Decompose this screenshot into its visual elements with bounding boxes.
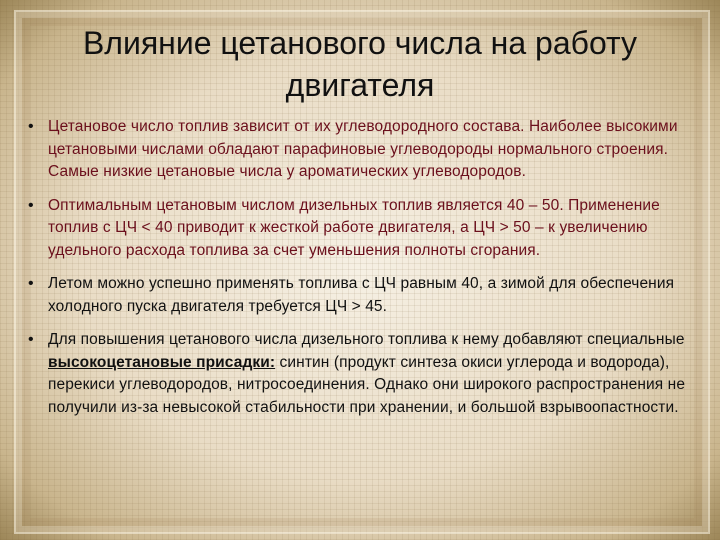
bullet-item xyxy=(26,273,694,318)
bullet-item xyxy=(26,195,694,263)
bullet-text-before: Для повышения цетанового числа дизельного топлива к нему добавляют специальные xyxy=(48,331,685,348)
bullet-item xyxy=(26,116,694,184)
bullet-text: Цетановое число топлив зависит от их углеводородного состава. Наиболее высокими цетановыми числами обладают парафиновые углеводороды нормального строения. Самые низкие цетановые числа у ароматических углеводородов. xyxy=(48,118,678,180)
bullet-text: Летом можно успешно применять топлива с ЦЧ равным 40, а зимой для обеспечения холодного пуска двигателя требуется ЦЧ > 45. xyxy=(48,275,675,315)
bullet-dot-icon: • xyxy=(28,196,34,214)
bullet-list xyxy=(26,116,694,430)
bullet-text: Оптимальным цетановым числом дизельных топлив является 40 – 50. Применение топлив с ЦЧ < 40 приводит к жесткой работе двигателя, а ЦЧ > 50 – к увеличению удельного расхода топлива за счет уменьшения полноты сгорания. xyxy=(48,196,660,259)
bullet-dot-icon: • xyxy=(28,275,34,292)
bullet-item xyxy=(26,329,694,419)
bullet-emphasis: высокоцетановые присадки: xyxy=(48,353,276,371)
slide-title: Влияние цетанового числа на работу двигателя xyxy=(82,25,638,103)
bullet-dot-icon: • xyxy=(28,118,34,135)
bullet-text-after: синтин (продукт синтеза окиси углерода и водорода), перекиси углеводородов, нитросоединения. Однако они широкого распространения не получили из-за невысокой стабильности при хранении, и большой взрывоопастности. xyxy=(48,353,686,416)
bullet-dot-icon: • xyxy=(28,331,34,348)
